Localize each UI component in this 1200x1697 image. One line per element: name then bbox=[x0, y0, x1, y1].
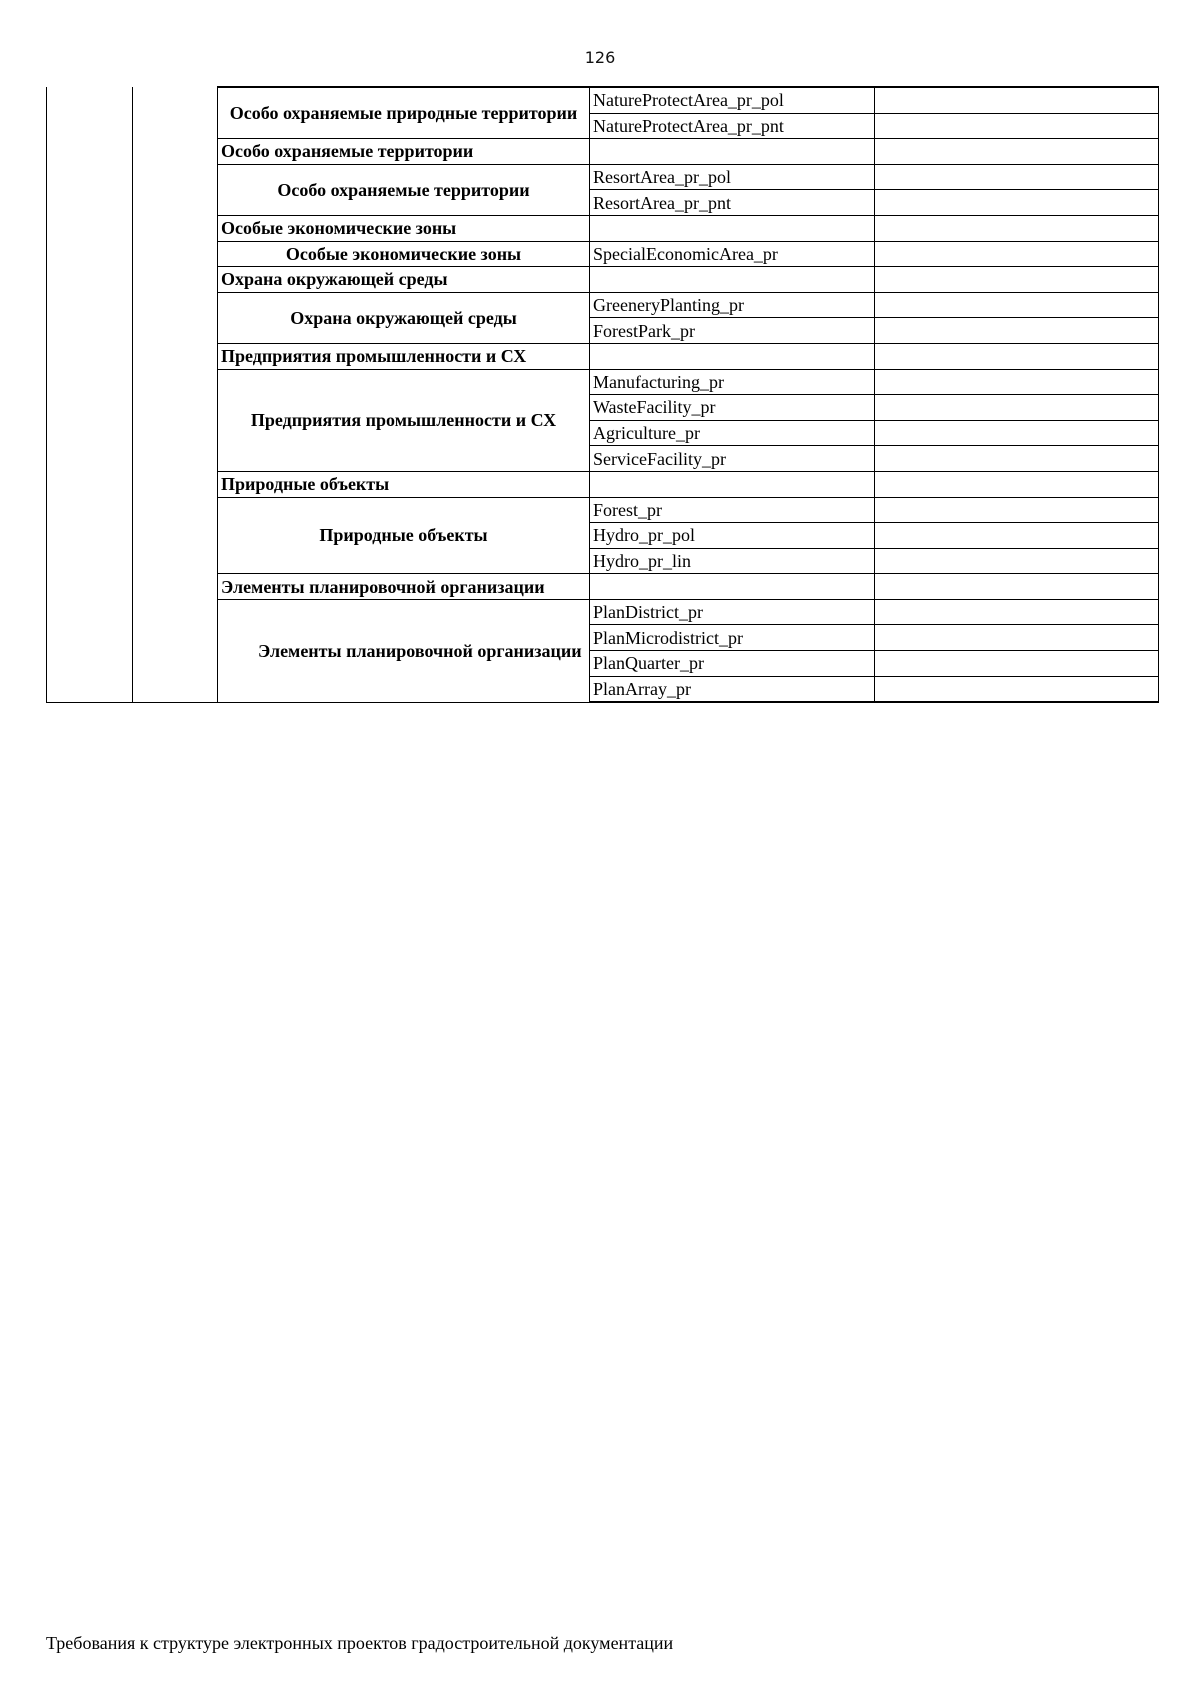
table-cell-empty bbox=[875, 113, 1159, 139]
layer-table bbox=[46, 86, 1159, 703]
table-cell-empty bbox=[875, 676, 1159, 702]
table-cell-col1 bbox=[47, 87, 133, 702]
table-cell-empty bbox=[875, 318, 1159, 344]
layer-code: NatureProtectArea_pr_pol bbox=[590, 87, 875, 113]
table-cell-empty bbox=[875, 343, 1159, 369]
table-cell-empty bbox=[875, 369, 1159, 395]
table-cell-empty bbox=[875, 215, 1159, 241]
table-cell-empty bbox=[590, 139, 875, 165]
table-cell-empty bbox=[875, 497, 1159, 523]
group-header: Предприятия промышленности и СХ bbox=[218, 343, 590, 369]
group-header: Природные объекты bbox=[218, 471, 590, 497]
table-cell-empty bbox=[590, 215, 875, 241]
table-cell-empty bbox=[875, 164, 1159, 190]
table-cell-empty bbox=[590, 267, 875, 293]
table-cell-empty bbox=[590, 343, 875, 369]
table-cell-empty bbox=[875, 267, 1159, 293]
layer-code: PlanArray_pr bbox=[590, 676, 875, 702]
subsection-label: Элементы планировочной организации bbox=[218, 599, 590, 702]
group-header: Особые экономические зоны bbox=[218, 215, 590, 241]
page-footer: Требования к структуре электронных проектов градостроительной документации bbox=[46, 1633, 674, 1653]
subsection-label: Охрана окружающей среды bbox=[218, 292, 590, 343]
group-header: Особо охраняемые территории bbox=[218, 139, 590, 165]
subsection-label: Особые экономические зоны bbox=[218, 241, 590, 267]
table-cell-empty bbox=[875, 574, 1159, 600]
layer-code: NatureProtectArea_pr_pnt bbox=[590, 113, 875, 139]
table-cell-empty bbox=[875, 292, 1159, 318]
layer-code: PlanMicrodistrict_pr bbox=[590, 625, 875, 651]
subsection-label: Особо охраняемые природные территории bbox=[218, 87, 590, 139]
table-cell-empty bbox=[875, 625, 1159, 651]
table-row bbox=[47, 87, 1159, 113]
layer-code: Hydro_pr_pol bbox=[590, 523, 875, 549]
layer-code: PlanQuarter_pr bbox=[590, 651, 875, 677]
layer-code: Hydro_pr_lin bbox=[590, 548, 875, 574]
table-cell-empty bbox=[590, 574, 875, 600]
table-cell-empty bbox=[875, 651, 1159, 677]
page-number: 126 bbox=[584, 48, 616, 67]
layer-code: ServiceFacility_pr bbox=[590, 446, 875, 472]
table-cell-empty bbox=[875, 139, 1159, 165]
layer-code: ForestPark_pr bbox=[590, 318, 875, 344]
table-cell-empty bbox=[875, 523, 1159, 549]
table-cell-empty bbox=[875, 420, 1159, 446]
layer-code: GreeneryPlanting_pr bbox=[590, 292, 875, 318]
table-cell-empty bbox=[875, 395, 1159, 421]
group-header: Охрана окружающей среды bbox=[218, 267, 590, 293]
table-cell-empty bbox=[875, 446, 1159, 472]
table-cell-empty bbox=[875, 471, 1159, 497]
layer-code: Forest_pr bbox=[590, 497, 875, 523]
layer-code: PlanDistrict_pr bbox=[590, 599, 875, 625]
table-cell-empty bbox=[875, 87, 1159, 113]
layer-code: WasteFacility_pr bbox=[590, 395, 875, 421]
layer-code: Manufacturing_pr bbox=[590, 369, 875, 395]
table-cell-empty bbox=[590, 471, 875, 497]
layer-code: ResortArea_pr_pol bbox=[590, 164, 875, 190]
subsection-label: Предприятия промышленности и СХ bbox=[218, 369, 590, 471]
layer-code: SpecialEconomicArea_pr bbox=[590, 241, 875, 267]
table-cell-col2 bbox=[133, 87, 218, 702]
layer-code: Agriculture_pr bbox=[590, 420, 875, 446]
table-cell-empty bbox=[875, 190, 1159, 216]
table-cell-empty bbox=[875, 241, 1159, 267]
subsection-label: Особо охраняемые территории bbox=[218, 164, 590, 215]
group-header: Элементы планировочной организации bbox=[218, 574, 590, 600]
table-cell-empty bbox=[875, 548, 1159, 574]
subsection-label: Природные объекты bbox=[218, 497, 590, 574]
table-cell-empty bbox=[875, 599, 1159, 625]
layer-code: ResortArea_pr_pnt bbox=[590, 190, 875, 216]
